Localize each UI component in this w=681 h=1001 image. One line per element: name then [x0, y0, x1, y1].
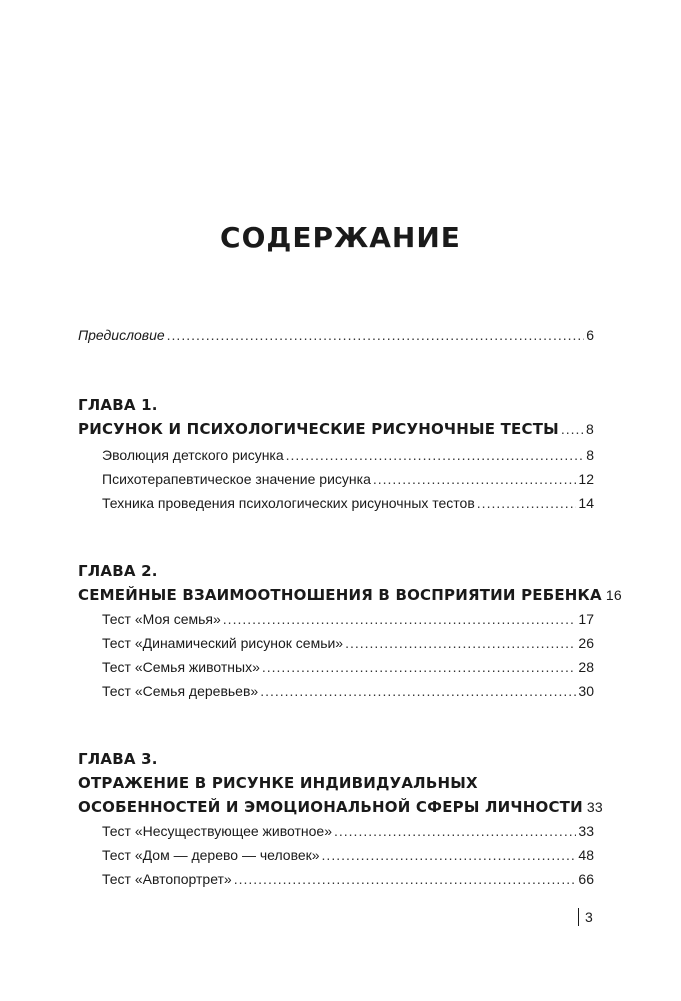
- dot-leader: [223, 610, 577, 628]
- toc-entry-title: Тест «Дом — дерево — человек»: [102, 847, 320, 863]
- toc-entry: [102, 846, 594, 864]
- folio-divider: [578, 908, 579, 926]
- toc-entry: [102, 870, 594, 888]
- toc-page-number: 17: [578, 611, 594, 627]
- toc-page-number: 30: [578, 683, 594, 699]
- toc-entry: [102, 446, 594, 464]
- toc-entry-title: Тест «Динамический рисунок семьи»: [102, 635, 344, 651]
- toc-entry: [102, 634, 594, 652]
- toc-entry-title: Тест «Семья деревьев»: [102, 683, 259, 699]
- toc-page-number: 48: [578, 847, 594, 863]
- toc-page-number: 16: [605, 587, 622, 603]
- toc-page-number: 33: [578, 823, 594, 839]
- dot-leader: [262, 658, 577, 676]
- dot-leader: [322, 846, 577, 864]
- toc-page-number: 26: [578, 635, 594, 651]
- dot-leader: [260, 682, 576, 700]
- toc-entry: [102, 610, 594, 628]
- dot-leader: [373, 470, 577, 488]
- toc-page-number: 66: [578, 871, 594, 887]
- chapter-title: СЕМЕЙНЫЕ ВЗАИМООТНОШЕНИЯ В ВОСПРИЯТИИ РЕБЕНКА: [78, 586, 602, 604]
- dot-leader: [286, 446, 585, 464]
- toc-entry-title: Тест «Несуществующее животное»: [102, 823, 332, 839]
- chapter-label: ГЛАВА 3.: [78, 750, 158, 768]
- toc-entry-title: Тест «Автопортрет»: [102, 871, 232, 887]
- toc-entry: [102, 658, 594, 676]
- toc-entry: [102, 682, 594, 700]
- toc-entry: [102, 470, 594, 488]
- page-folio: [578, 908, 593, 926]
- dot-leader: [561, 420, 584, 438]
- chapter-label: ГЛАВА 2.: [78, 562, 158, 580]
- folio-number: 3: [585, 909, 593, 925]
- toc-entry-preface: [78, 326, 594, 344]
- toc-entry-title: Предисловие: [78, 327, 165, 343]
- dot-leader: [167, 326, 585, 344]
- dot-leader: [477, 494, 577, 512]
- chapter-label: ГЛАВА 1.: [78, 396, 158, 414]
- toc-page-number: 8: [586, 421, 594, 437]
- toc-page-number: 14: [578, 495, 594, 511]
- toc-page-number: 33: [586, 799, 603, 815]
- toc-entry-title: Техника проведения психологических рисуночных тестов: [102, 495, 475, 511]
- chapter-title: ОСОБЕННОСТЕЙ И ЭМОЦИОНАЛЬНОЙ СФЕРЫ ЛИЧНОСТИ: [78, 798, 583, 816]
- toc-page-number: 8: [586, 447, 594, 463]
- toc-page-number: 28: [578, 659, 594, 675]
- chapter-title-row: [78, 798, 603, 816]
- toc-entry-title: Психотерапевтическое значение рисунка: [102, 471, 371, 487]
- toc-entry: [102, 494, 594, 512]
- chapter-title-row: [78, 586, 622, 604]
- page-title: СОДЕРЖАНИЕ: [220, 221, 461, 254]
- toc-entry-title: Эволюция детского рисунка: [102, 447, 284, 463]
- toc-entry-title: Тест «Моя семья»: [102, 611, 221, 627]
- toc-page-number: 6: [586, 327, 594, 343]
- chapter-title-row: [78, 420, 594, 438]
- toc-entry-title: Тест «Семья животных»: [102, 659, 260, 675]
- dot-leader: [334, 822, 576, 840]
- toc-entry: [102, 822, 594, 840]
- dot-leader: [234, 870, 577, 888]
- chapter-title: РИСУНОК И ПСИХОЛОГИЧЕСКИЕ РИСУНОЧНЫЕ ТЕСТЫ: [78, 420, 559, 438]
- chapter-title: ОТРАЖЕНИЕ В РИСУНКЕ ИНДИВИДУАЛЬНЫХ: [78, 774, 478, 792]
- toc-page-number: 12: [578, 471, 594, 487]
- dot-leader: [345, 634, 576, 652]
